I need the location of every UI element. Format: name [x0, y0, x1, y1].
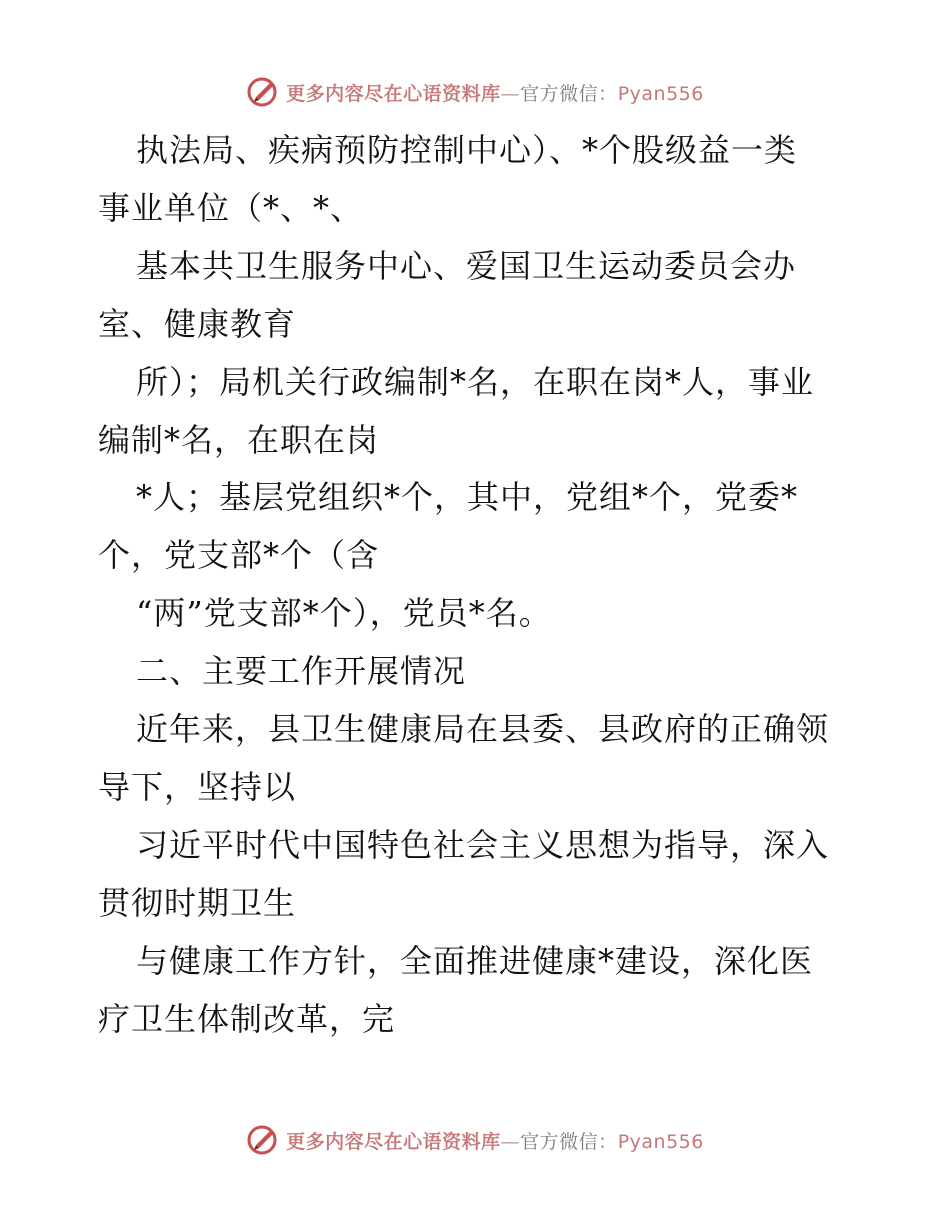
text-line: 室、健康教育: [98, 304, 297, 343]
watermark-main-text: 更多内容尽在心语资料库: [286, 1130, 501, 1153]
pen-logo-icon: [246, 75, 280, 109]
watermark-separator: —: [500, 1130, 521, 1153]
header-watermark: [0, 72, 950, 112]
watermark-wechat-id: Pyan556: [617, 82, 704, 105]
text-line: *人；基层党组织*个，其中，党组*个，党委*: [136, 478, 799, 517]
pen-logo-icon: [246, 1123, 280, 1157]
watermark-separator: —: [500, 82, 521, 105]
text-line: 与健康工作方针，全面推进健康*建设，深化医: [136, 941, 814, 980]
footer-watermark: [0, 1120, 950, 1160]
text-line: 贯彻时期卫生: [98, 883, 297, 922]
text-line: 执法局、疾病预防控制中心）、*个股级益一类: [136, 131, 798, 169]
watermark-main-text: 更多内容尽在心语资料库: [286, 82, 501, 105]
document-body: [98, 122, 878, 1049]
text-line: 疗卫生体制改革，完: [98, 999, 396, 1038]
section-heading: 二、主要工作开展情况: [136, 652, 467, 691]
text-line: 所）；局机关行政编制*名，在职在岗*人，事业: [136, 362, 815, 401]
watermark-wechat-id: Pyan556: [617, 1130, 704, 1153]
text-line: “两”党支部*个），党员*名。: [136, 594, 552, 633]
text-line: 个，党支部*个（含: [98, 536, 380, 575]
text-line: 基本共卫生服务中心、爱国卫生运动委员会办: [136, 246, 797, 285]
text-line: 事业单位（*、*、: [98, 188, 364, 227]
watermark-wechat-label: 官方微信：: [520, 1130, 618, 1153]
text-line: 近年来，县卫生健康局在县委、县政府的正确领: [136, 710, 830, 749]
text-line: 习近平时代中国特色社会主义思想为指导，深入: [136, 825, 830, 864]
text-line: 编制*名，在职在岗: [98, 420, 380, 459]
text-line: 导下，坚持以: [98, 767, 297, 806]
watermark-wechat-label: 官方微信：: [520, 82, 618, 105]
body-paragraph: [98, 122, 878, 1049]
